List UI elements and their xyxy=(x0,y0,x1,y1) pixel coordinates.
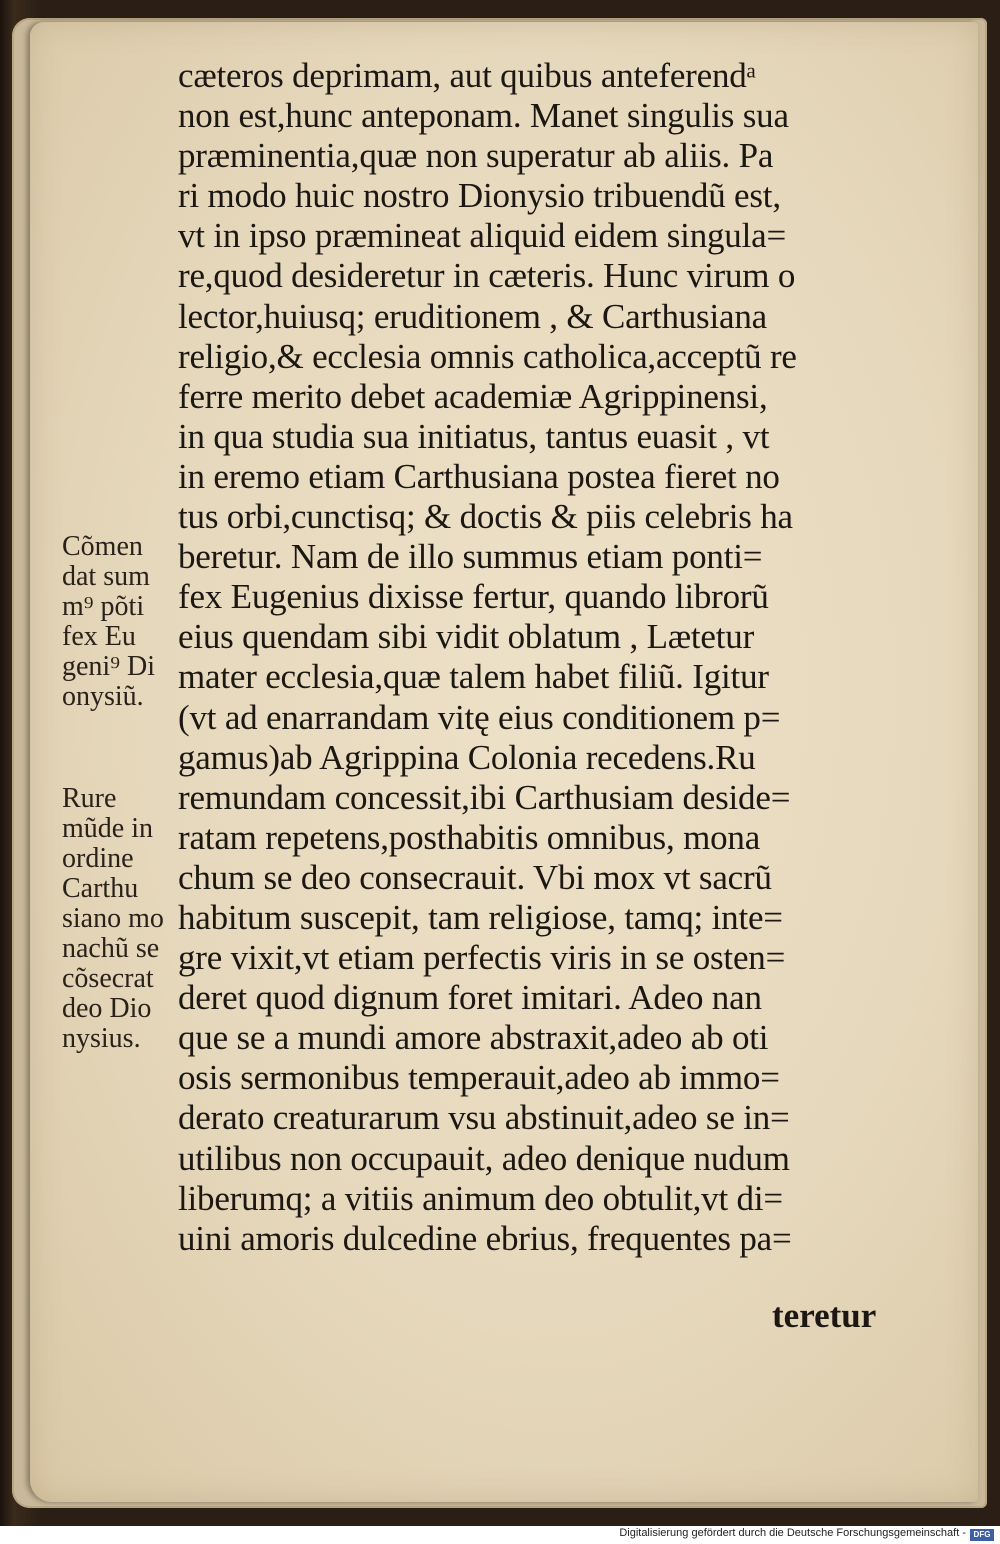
margin-note-line: mũde in xyxy=(62,813,153,844)
text-line: in qua studia sua initiatus, tantus euasit , vt xyxy=(178,416,770,456)
text-line: mater ecclesia,quæ talem habet filiũ. Igitur xyxy=(178,657,769,697)
dfg-logo: DFG xyxy=(970,1529,994,1541)
text-line: cæteros deprimam, aut quibus anteferendᵃ xyxy=(178,56,756,95)
margin-note-line: onysiũ. xyxy=(62,681,144,712)
margin-note-line: deo Dio xyxy=(62,993,152,1024)
text-line: lector,huiusq; eruditionem , & Carthusiana xyxy=(178,296,767,336)
margin-note-line: Rure xyxy=(62,783,117,814)
margin-note-line: m⁹ põti xyxy=(62,591,145,622)
text-line: osis sermonibus temperauit,adeo ab immo= xyxy=(178,1058,780,1098)
margin-note-line: nachũ se xyxy=(62,933,160,964)
text-line: vt in ipso præmineat aliquid eidem singula= xyxy=(178,216,787,256)
text-line: fex Eugenius dixisse fertur, quando librorũ xyxy=(178,577,769,617)
margin-note-line: Cõmen xyxy=(62,531,143,562)
margin-note-line: cõsecrat xyxy=(62,963,154,994)
text-line: eius quendam sibi vidit oblatum , Lætetur xyxy=(178,617,755,657)
text-line: ri modo huic nostro Dionysio tribuendũ est, xyxy=(178,176,781,216)
text-line: in eremo etiam Carthusiana postea fieret no xyxy=(178,456,780,496)
text-line: gre vixit,vt etiam perfectis viris in se osten= xyxy=(178,938,786,978)
text-line: (vt ad enarrandam vitę eius conditionem p= xyxy=(178,697,781,737)
text-line: beretur. Nam de illo summus etiam ponti= xyxy=(178,537,763,577)
text-line: derato creaturarum vsu abstinuit,adeo se in= xyxy=(178,1098,790,1138)
text-line: non est,hunc anteponam. Manet singulis sua xyxy=(178,96,789,136)
text-line: utilibus non occupauit, adeo denique nudum xyxy=(178,1138,790,1178)
text-line: gamus)ab Agrippina Colonia recedens.Ru xyxy=(178,737,756,777)
text-line: re,quod desideretur in cæteris. Hunc virum o xyxy=(178,256,796,296)
margin-note-eugenius xyxy=(62,532,212,712)
footer-bar xyxy=(0,1526,1000,1544)
margin-note-line: ordine xyxy=(62,843,134,874)
text-line: uini amoris dulcedine ebrius, frequentes pa= xyxy=(178,1218,792,1258)
text-line: deret quod dignum foret imitari. Adeo nan xyxy=(178,978,762,1018)
margin-note-line: fex Eu xyxy=(62,621,136,652)
margin-note-line: nysius. xyxy=(62,1023,141,1054)
text-line: tus orbi,cunctisq; & doctis & piis celebris ha xyxy=(178,497,793,537)
text-line: remundam concessit,ibi Carthusiam deside= xyxy=(178,777,791,817)
text-line: chum se deo consecrauit. Vbi mox vt sacrũ xyxy=(178,857,772,897)
margin-note-line: Carthu xyxy=(62,873,139,904)
margin-note-ruremunde xyxy=(62,784,212,1054)
text-line: que se a mundi amore abstraxit,adeo ab oti xyxy=(178,1018,769,1058)
text-line: ferre merito debet academiæ Agrippinensi, xyxy=(178,376,768,416)
margin-note-line: geni⁹ Di xyxy=(62,651,155,682)
text-line: habitum suscepit, tam religiose, tamq; inte= xyxy=(178,897,783,937)
margin-note-line: dat sum xyxy=(62,561,150,592)
footer-credit: Digitalisierung gefördert durch die Deutsche Forschungsgemeinschaft - xyxy=(619,1527,966,1539)
text-line: religio,& ecclesia omnis catholica,acceptũ re xyxy=(178,336,797,376)
main-text-block xyxy=(178,56,948,1259)
text-line: liberumq; a vitiis animum deo obtulit,vt di= xyxy=(178,1178,783,1218)
catchword: teretur xyxy=(772,1296,877,1335)
text-line: præminentia,quæ non superatur ab aliis. Pa xyxy=(178,136,774,176)
margin-note-line: siano mo xyxy=(62,903,164,934)
text-line: ratam repetens,posthabitis omnibus, mona xyxy=(178,817,761,857)
